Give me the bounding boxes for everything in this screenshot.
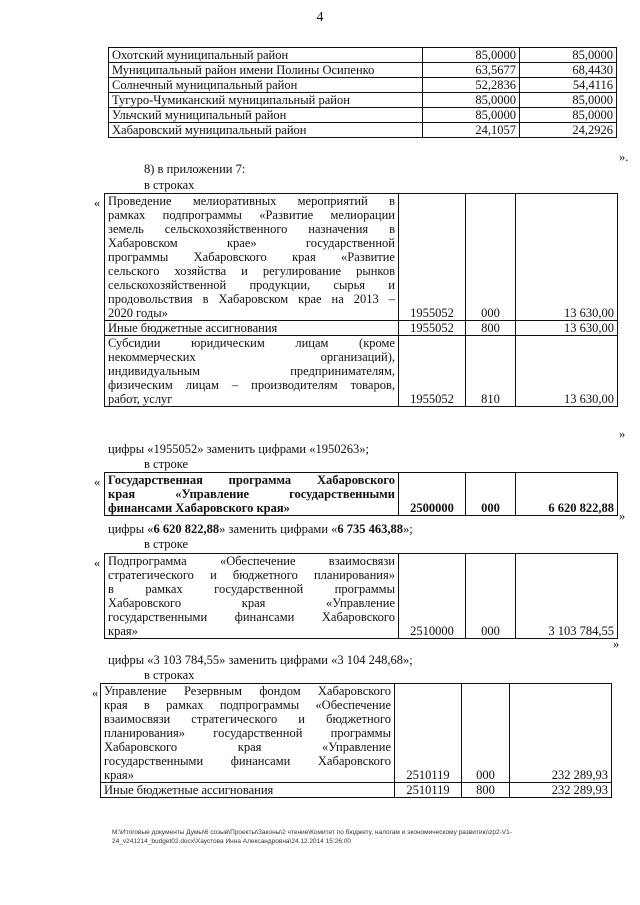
value-1: 63,5677 bbox=[423, 63, 520, 78]
close-quote-table1: ». bbox=[619, 150, 629, 164]
in-lines-3: в строках bbox=[144, 668, 195, 682]
table-reserve-fund bbox=[100, 683, 612, 798]
table-row bbox=[105, 473, 618, 516]
name-line: Государственная программа Хабаровского bbox=[108, 473, 395, 487]
name-line: Управление Резервным фондом Хабаровского bbox=[104, 684, 391, 698]
row-type: 800 bbox=[466, 321, 516, 336]
value-2: 68,4430 bbox=[520, 63, 617, 78]
name-line: программы Хабаровского края «Развитие bbox=[108, 250, 395, 264]
table-row bbox=[109, 108, 617, 123]
replace-3: цифры «3 103 784,55» заменить цифрами «3 104 248,68»; bbox=[108, 653, 413, 667]
value-2: 85,0000 bbox=[520, 93, 617, 108]
table-row bbox=[105, 194, 618, 321]
table-municipal-districts bbox=[108, 47, 617, 138]
value-1: 85,0000 bbox=[423, 108, 520, 123]
district-name: Охотский муниципальный район bbox=[109, 48, 423, 63]
name-line: Подпрограмма «Обеспечение взаимосвязи bbox=[108, 554, 395, 568]
row-type: 000 bbox=[466, 473, 516, 516]
replace-2-suffix: »; bbox=[403, 522, 413, 536]
row-name-lines bbox=[108, 473, 395, 515]
name-line: края» bbox=[104, 768, 134, 782]
name-line: рамках подпрограммы «Развитие мелиорации bbox=[108, 208, 395, 222]
row-name-lines bbox=[108, 194, 395, 320]
name-line: работ, услуг bbox=[108, 392, 173, 406]
close-quote-table4: » bbox=[613, 637, 620, 651]
table-row bbox=[105, 554, 618, 639]
value-2: 85,0000 bbox=[520, 108, 617, 123]
name-line: индивидуальным предпринимателям, bbox=[108, 364, 395, 378]
name-line: сельскохозяйственной продукции, сырья и bbox=[108, 278, 395, 292]
name-line: государственными финансами Хабаровского bbox=[104, 754, 391, 768]
table-row bbox=[109, 48, 617, 63]
row-name bbox=[105, 336, 399, 407]
district-name: Тугуро-Чумиканский муниципальный район bbox=[109, 93, 423, 108]
value-1: 24,1057 bbox=[423, 123, 520, 138]
value-2: 54,4116 bbox=[520, 78, 617, 93]
row-name bbox=[105, 194, 399, 321]
row-sum: 6 620 822,88 bbox=[516, 473, 618, 516]
item-8-in-lines: в строках bbox=[144, 178, 195, 192]
replace-2-old: 6 620 822,88 bbox=[153, 522, 220, 536]
district-name: Солнечный муниципальный район bbox=[109, 78, 423, 93]
table-row bbox=[109, 78, 617, 93]
name-line: Хабаровского края «Управление bbox=[104, 740, 391, 754]
row-sum: 13 630,00 bbox=[516, 194, 618, 321]
name-line: физическим лицам – производителям товаров, bbox=[108, 378, 395, 392]
replace-2-prefix: цифры « bbox=[108, 522, 154, 536]
value-1: 85,0000 bbox=[423, 93, 520, 108]
row-code: 2510000 bbox=[399, 554, 466, 639]
row-code: 1955052 bbox=[399, 194, 466, 321]
name-line: стратегического и бюджетного планирования» bbox=[108, 568, 395, 582]
row-code: 2510119 bbox=[395, 783, 462, 798]
table-row bbox=[109, 63, 617, 78]
row-sum: 13 630,00 bbox=[516, 321, 618, 336]
name-line: края» bbox=[108, 624, 138, 638]
name-line: взаимосвязи стратегического и бюджетного bbox=[104, 712, 391, 726]
table-subprogram bbox=[104, 553, 618, 639]
row-name-lines bbox=[104, 684, 391, 782]
name-line: в рамках государственной программы bbox=[108, 582, 395, 596]
name-line: некоммерческих организаций), bbox=[108, 350, 395, 364]
open-quote-table4: « bbox=[94, 556, 101, 570]
name-line: Хабаровского края «Управление bbox=[108, 596, 395, 610]
name-line: 2020 годы» bbox=[108, 306, 168, 320]
value-2: 24,2926 bbox=[520, 123, 617, 138]
row-code: 2510119 bbox=[395, 684, 462, 783]
row-type: 810 bbox=[466, 336, 516, 407]
row-name bbox=[101, 684, 395, 783]
replace-2 bbox=[108, 522, 413, 536]
open-quote-table2: « bbox=[94, 196, 101, 210]
row-name bbox=[105, 554, 399, 639]
table-state-program bbox=[104, 472, 618, 516]
replace-1: цифры «1955052» заменить цифрами «1950263»; bbox=[108, 442, 369, 456]
name-line: планирования» государственной программы bbox=[104, 726, 391, 740]
name-line: продовольствия в Хабаровском крае на 2013 – bbox=[108, 292, 395, 306]
table-melioration bbox=[104, 193, 618, 407]
value-2: 85,0000 bbox=[520, 48, 617, 63]
name-line: края «Управление государственными bbox=[108, 487, 395, 501]
name-line: государственными финансами Хабаровского bbox=[108, 610, 395, 624]
row-sum: 232 289,93 bbox=[510, 783, 612, 798]
value-1: 85,0000 bbox=[423, 48, 520, 63]
row-name bbox=[105, 473, 399, 516]
row-code: 1955052 bbox=[399, 336, 466, 407]
district-name: Ульчский муниципальный район bbox=[109, 108, 423, 123]
table-row bbox=[105, 336, 618, 407]
table-row bbox=[109, 123, 617, 138]
open-quote-table5: « bbox=[92, 686, 99, 700]
in-line-2: в строке bbox=[144, 537, 189, 551]
row-code: 1955052 bbox=[399, 321, 466, 336]
district-name: Муниципальный район имени Полины Осипенко bbox=[109, 63, 423, 78]
item-8-heading: 8) в приложении 7: bbox=[144, 162, 246, 176]
row-code: 2500000 bbox=[399, 473, 466, 516]
table-row bbox=[109, 93, 617, 108]
row-type: 000 bbox=[466, 554, 516, 639]
row-type: 800 bbox=[462, 783, 510, 798]
name-line: Хабаровском крае» государственной bbox=[108, 236, 395, 250]
name-line: сельского хозяйства и регулирование рынков bbox=[108, 264, 395, 278]
name-line: края в рамках подпрограммы «Обеспечение bbox=[104, 698, 391, 712]
row-sum: 232 289,93 bbox=[510, 684, 612, 783]
name-line: финансами Хабаровского края» bbox=[108, 501, 290, 515]
replace-2-new: 6 735 463,88 bbox=[337, 522, 404, 536]
row-sum: 3 103 784,55 bbox=[516, 554, 618, 639]
row-name: Иные бюджетные ассигнования bbox=[105, 321, 399, 336]
name-line: земель сельскохозяйственного назначения в bbox=[108, 222, 395, 236]
page-number: 4 bbox=[316, 10, 324, 25]
district-name: Хабаровский муниципальный район bbox=[109, 123, 423, 138]
close-quote-table3: » bbox=[619, 509, 626, 523]
row-sum: 13 630,00 bbox=[516, 336, 618, 407]
table-row bbox=[101, 684, 612, 783]
table-row bbox=[101, 783, 612, 798]
replace-2-mid: » заменить цифрами « bbox=[219, 522, 338, 536]
row-name-lines bbox=[108, 554, 395, 638]
row-name: Иные бюджетные ассигнования bbox=[101, 783, 395, 798]
name-line: Субсидии юридическим лицам (кроме bbox=[108, 336, 395, 350]
close-quote-table2: » bbox=[619, 427, 626, 441]
table-row bbox=[105, 321, 618, 336]
value-1: 52,2836 bbox=[423, 78, 520, 93]
row-name-lines bbox=[108, 336, 395, 406]
row-type: 000 bbox=[462, 684, 510, 783]
row-type: 000 bbox=[466, 194, 516, 321]
in-line-1: в строке bbox=[144, 457, 189, 471]
name-line: Проведение мелиоративных мероприятий в bbox=[108, 194, 395, 208]
footer-file-path: M:\Итоговые документы Думы\6 созыв\Проекты\Законы\2 чтение\Комитет по бюджету, налогам и экономическому развитию\zp2-V1-24_v241214_budget02.docx\Хаустова Инна Александровна\24.12.2014 15:26:00 bbox=[112, 829, 512, 845]
open-quote-table3: « bbox=[94, 475, 101, 489]
